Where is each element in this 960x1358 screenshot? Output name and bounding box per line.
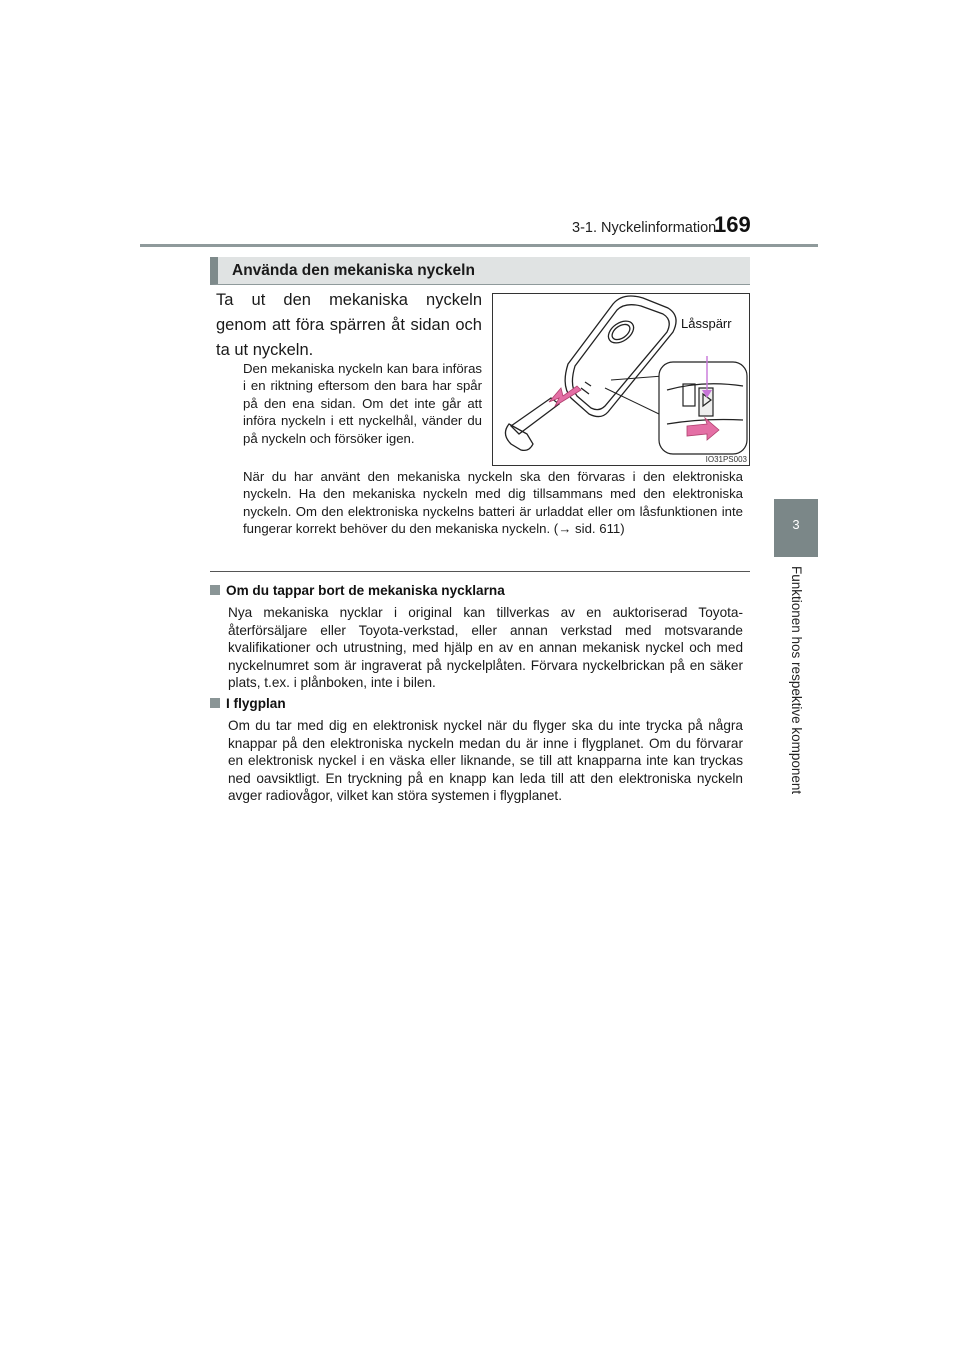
chapter-tab-number: 3: [792, 517, 800, 532]
section-divider: [210, 571, 750, 572]
section-heading: [210, 257, 750, 285]
key-release-figure: [492, 293, 750, 466]
intro-instruction: Ta ut den mekaniska nyckeln genom att föra spärren åt sidan och ta ut nyckeln.: [216, 291, 482, 359]
note-storage: När du har använt den mekaniska nyckeln ska den förvaras i den elektroniska nyckeln. Ha den mekaniska nyckeln med dig tillsammans med den elektroniska nyckeln. Om den elektroniska nyckelns batteri är urladdat eller om låsfunktionen inte fungerar korrekt behöver du den mekaniska nyckeln. (→ sid. 611): [243, 469, 743, 537]
page-number: 169: [714, 212, 751, 237]
chapter-tab-label: Funktionen hos respektive komponent: [789, 566, 804, 795]
section-heading-text: Använda den mekaniska nyckeln: [232, 262, 475, 279]
note-key-orientation: Den mekaniska nyckeln kan bara införas i en riktning eftersom den bara har spår på den ena sidan. Om det inte går att införa nyckeln i ett nyckelhål, vänder du på nyckeln och försöker igen.: [243, 361, 482, 446]
subsection-body-lost-keys: Nya mekaniska nycklar i original kan tillverkas av en auktoriserad Toyota-återförsäljare eller Toyota-verkstad, eller annan verkstad med motsvarande kvalifikationer och utrustning, med hjälp en av en annan mekanisk nyckel och med nyckelnumret som är ingraverat på nyckelplåten. Förvara nyckelbrickan på en säker plats, t.ex. i plånboken, inte i bilen.: [228, 605, 743, 691]
release-latch-detail: [659, 362, 747, 454]
subsection-heading-lost-keys: Om du tappar bort de mekaniska nycklarna: [210, 583, 505, 598]
bullet-square-icon: [210, 698, 220, 708]
mechanical-key-icon: [505, 398, 559, 450]
bullet-square-icon: [210, 585, 220, 595]
running-header-section: 3-1. Nyckelinformation: [572, 220, 717, 236]
header-rule: [140, 244, 818, 247]
subsection-heading-airplane: I flygplan: [210, 696, 286, 711]
subsection-body-airplane: Om du tar med dig en elektronisk nyckel när du flyger ska du inte trycka på några knappar på den elektroniska nyckeln medan du är inne i flygplanet. Om du förvarar en elektronisk nyckel i en väska eller liknande, se till att knapparna inte kan tryckas ned oavsiktligt. En tryckning på en knapp kan leda till att den elektroniska nyckeln avger radiovågor, vilket kan störa systemen i flygplanet.: [228, 718, 743, 804]
figure-callout-label: Låsspärr: [681, 316, 732, 331]
figure-code: IO31PS003: [705, 455, 747, 464]
